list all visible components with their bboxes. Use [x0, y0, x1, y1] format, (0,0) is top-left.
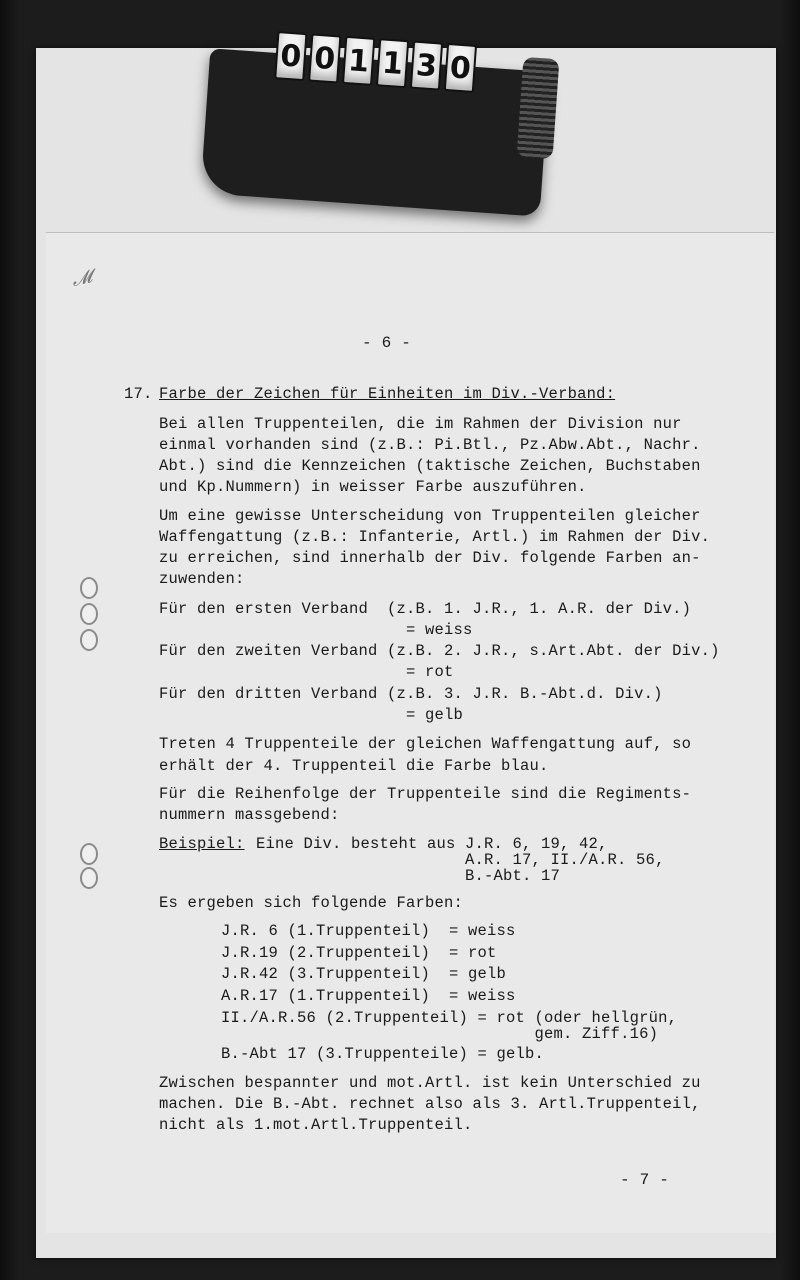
counter-digit: 0: [274, 31, 307, 81]
result-line: J.R.19 (2.Truppenteil) = rot: [221, 944, 497, 962]
paragraph-line: zuwenden:: [159, 570, 245, 588]
verband-line: Für den dritten Verband (z.B. 3. J.R. B.-Abt.d. Div.): [159, 685, 663, 703]
result-line: J.R.42 (3.Truppenteil) = gelb: [221, 965, 507, 983]
result-intro: Es ergeben sich folgende Farben:: [159, 894, 464, 912]
punch-hole-icon: [80, 603, 98, 625]
paragraph-line: einmal vorhanden sind (z.B.: Pi.Btl., Pz.Abw.Abt., Nachr.: [159, 436, 701, 454]
paragraph-line: Bei allen Truppenteilen, die im Rahmen der Division nur: [159, 415, 682, 433]
result-line: J.R. 6 (1.Truppenteil) = weiss: [221, 922, 516, 940]
paragraph-line: nicht als 1.mot.Artl.Truppenteil.: [159, 1116, 473, 1134]
handwritten-margin-mark: 𝓜: [70, 266, 95, 291]
next-page-number: - 7 -: [620, 1171, 670, 1189]
paragraph-line: zu erreichen, sind innerhalb der Div. folgende Farben an-: [159, 549, 701, 567]
section-title: Farbe der Zeichen für Einheiten im Div.-Verband:: [159, 385, 616, 403]
example-line: B.-Abt. 17: [256, 867, 561, 885]
paragraph-line: und Kp.Nummern) in weisser Farbe auszuführen.: [159, 478, 587, 496]
paragraph-line: nummern massgebend:: [159, 806, 340, 824]
result-line: II./A.R.56 (2.Truppenteil) = rot (oder hellgrün,: [221, 1009, 678, 1027]
paragraph-line: Für die Reihenfolge der Truppenteile sind die Regiments-: [159, 785, 692, 803]
punch-hole-icon: [80, 867, 98, 889]
verband-line: Für den zweiten Verband (z.B. 2. J.R., s.Art.Abt. der Div.): [159, 642, 720, 660]
example-line: Eine Div. besteht aus J.R. 6, 19, 42,: [256, 835, 608, 853]
paragraph-line: Um eine gewisse Unterscheidung von Truppenteilen gleicher: [159, 507, 701, 525]
paragraph-line: Waffengattung (z.B.: Infanterie, Artl.) im Rahmen der Div.: [159, 528, 711, 546]
paragraph-line: Abt.) sind die Kennzeichen (taktische Zeichen, Buchstaben: [159, 457, 701, 475]
paragraph-line: Zwischen bespannter und mot.Artl. ist kein Unterschied zu: [159, 1074, 701, 1092]
counter-digit: 3: [410, 41, 443, 91]
verband-line: = rot: [159, 663, 454, 681]
counter-knob: [517, 57, 560, 159]
verband-line: Für den ersten Verband (z.B. 1. J.R., 1. A.R. der Div.): [159, 600, 692, 618]
page-number: - 6 -: [362, 334, 412, 352]
punch-hole-icon: [80, 577, 98, 599]
punch-hole-icon: [80, 843, 98, 865]
result-line: B.-Abt 17 (3.Truppenteile) = gelb.: [221, 1045, 545, 1063]
frame-counter: [273, 31, 477, 111]
verband-line: = gelb: [159, 706, 464, 724]
counter-digit: 1: [342, 36, 375, 86]
punch-hole-icon: [80, 629, 98, 651]
paragraph-line: erhält der 4. Truppenteil die Farbe blau.: [159, 757, 549, 775]
example-line: A.R. 17, II./A.R. 56,: [256, 851, 665, 869]
section-number: 17.: [124, 385, 153, 403]
example-label: Beispiel:: [159, 835, 245, 853]
result-line: A.R.17 (1.Truppenteil) = weiss: [221, 987, 516, 1005]
counter-digit: 0: [308, 33, 341, 83]
counter-digit: 1: [376, 38, 409, 88]
verband-line: = weiss: [159, 621, 473, 639]
paragraph-line: machen. Die B.-Abt. rechnet also als 3. Artl.Truppenteil,: [159, 1095, 701, 1113]
paragraph-line: Treten 4 Truppenteile der gleichen Waffengattung auf, so: [159, 735, 692, 753]
counter-digit: 0: [444, 43, 477, 93]
result-line: gem. Ziff.16): [221, 1025, 659, 1043]
